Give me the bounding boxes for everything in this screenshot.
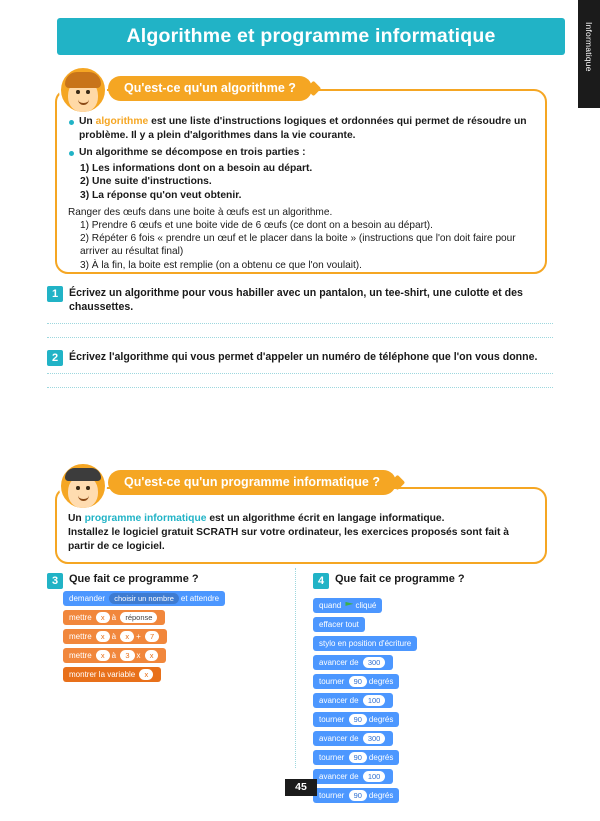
column-divider: [295, 568, 297, 768]
block-text: avancer de: [319, 696, 361, 705]
scratch4-block[interactable]: [313, 636, 417, 651]
block-field[interactable]: 7: [145, 631, 159, 642]
programme-question-banner: [108, 470, 396, 495]
exercise-3-number: 3: [47, 573, 63, 589]
block-field[interactable]: réponse: [120, 612, 157, 623]
block-text: à: [111, 651, 119, 660]
block-text: degrés: [368, 791, 394, 800]
page-number: 45: [285, 779, 317, 796]
programme-line-2: Installez le logiciel gratuit SCRATH sur votre ordinateur, les exercices proposés sont fait à partir de ce logiciel.: [68, 527, 509, 552]
keyword-algorithme: algorithme: [95, 116, 149, 127]
avatar-adult-icon: [59, 462, 107, 510]
answer-line[interactable]: [47, 386, 553, 388]
scratch3-block[interactable]: [63, 610, 165, 625]
block-text: tourner: [319, 791, 347, 800]
step-1: 1) Les informations dont on a besoin au départ.: [80, 162, 313, 174]
block-field[interactable]: 100: [363, 695, 386, 706]
green-flag-icon: [345, 602, 353, 610]
keyword-programme-informatique: programme informatique: [84, 513, 207, 524]
block-field[interactable]: x: [145, 650, 159, 661]
block-field[interactable]: x: [96, 631, 110, 642]
exercise-3-title: Que fait ce programme ?: [69, 573, 199, 585]
exercise-2-text: Écrivez l'algorithme qui vous permet d'appeler un numéro de téléphone que l'on vous donne.: [69, 351, 538, 363]
page-title: Algorithme et programme informatique: [126, 25, 496, 47]
block-field[interactable]: 90: [349, 676, 367, 687]
bullet-definition: Un algorithme est une liste d'instructions logiques et ordonnées qui permet de résoudre un problème. Il y a plein d'algorithmes dans la vie courante.: [68, 115, 534, 142]
block-text: à: [111, 632, 119, 641]
step-2: 2) Une suite d'instructions.: [80, 176, 212, 188]
scratch4-block[interactable]: [313, 712, 399, 727]
block-field[interactable]: 300: [363, 657, 386, 668]
block-text: stylo en position d'écriture: [319, 639, 412, 648]
block-field[interactable]: 300: [363, 733, 386, 744]
block-field[interactable]: x: [120, 631, 134, 642]
block-text: degrés: [368, 753, 394, 762]
scratch4-block[interactable]: [313, 655, 393, 670]
scratch4-block[interactable]: [313, 788, 399, 803]
side-tab-label: Informatique: [584, 22, 594, 72]
scratch3-block[interactable]: [63, 591, 225, 606]
block-text: cliqué: [355, 601, 377, 610]
programme-line-1: Un programme informatique est un algorithme écrit en langage informatique.: [68, 513, 445, 524]
block-text: montrer la variable: [69, 670, 138, 679]
block-text: mettre: [69, 632, 94, 641]
scratch3-block[interactable]: [63, 629, 167, 644]
block-text: avancer de: [319, 658, 361, 667]
exercise-4-number: 4: [313, 573, 329, 589]
answer-line[interactable]: [47, 372, 553, 374]
block-text: effacer tout: [319, 620, 359, 629]
block-text: avancer de: [319, 772, 361, 781]
block-field[interactable]: 90: [349, 752, 367, 763]
page-title-bar: [57, 18, 565, 55]
block-text: avancer de: [319, 734, 361, 743]
algorithme-question-label: Qu'est-ce qu'un algorithme ?: [124, 81, 296, 95]
answer-line[interactable]: [47, 336, 553, 338]
example-intro: Ranger des œufs dans une boite à œufs est un algorithme.: [68, 206, 333, 218]
exercise-1-text: Écrivez un algorithme pour vous habiller avec un pantalon, un tee-shirt, une culotte et des chaussettes.: [69, 287, 523, 313]
block-text: à: [111, 613, 119, 622]
block-text: demander: [69, 594, 108, 603]
block-text: tourner: [319, 677, 347, 686]
scratch4-block[interactable]: [313, 617, 365, 632]
scratch4-block[interactable]: [313, 769, 393, 784]
block-text: +: [136, 632, 143, 641]
bullet-parties: Un algorithme se décompose en trois parties :: [68, 146, 534, 160]
scratch3-block[interactable]: [63, 648, 166, 663]
block-text: x: [136, 651, 143, 660]
scratch4-block[interactable]: [313, 731, 393, 746]
block-text: degrés: [368, 715, 394, 724]
block-text: mettre: [69, 613, 94, 622]
side-tab-informatique: [578, 0, 600, 108]
block-field[interactable]: 90: [349, 714, 367, 725]
block-field[interactable]: x: [96, 612, 110, 623]
block-text: et attendre: [180, 594, 220, 603]
scratch4-block[interactable]: [313, 750, 399, 765]
block-field[interactable]: x: [139, 669, 153, 680]
programme-question-label: Qu'est-ce qu'un programme informatique ?: [124, 475, 380, 489]
block-field[interactable]: 100: [363, 771, 386, 782]
programme-content: [68, 512, 534, 554]
example-step-1: 1) Prendre 6 œufs et une boite vide de 6 œufs (ce dont on a besoin au départ).: [80, 219, 433, 231]
exercise-2-number: 2: [47, 350, 63, 366]
block-text: mettre: [69, 651, 94, 660]
algorithme-question-banner: [108, 76, 312, 101]
block-text: tourner: [319, 753, 347, 762]
answer-line[interactable]: [47, 322, 553, 324]
scratch4-block[interactable]: [313, 674, 399, 689]
algorithme-content: [68, 115, 534, 272]
block-field[interactable]: choisir un nombre: [109, 593, 179, 604]
exercise-4-title: Que fait ce programme ?: [335, 573, 465, 585]
block-text: quand: [319, 601, 344, 610]
block-field[interactable]: 3: [120, 650, 134, 661]
scratch4-block[interactable]: [313, 598, 382, 613]
block-field[interactable]: 90: [349, 790, 367, 801]
block-text: degrés: [368, 677, 394, 686]
block-text: tourner: [319, 715, 347, 724]
scratch4-block[interactable]: [313, 693, 393, 708]
example-step-3: 3) À la fin, la boite est remplie (on a obtenu ce que l'on voulait).: [80, 259, 362, 271]
block-field[interactable]: x: [96, 650, 110, 661]
example-step-2: 2) Répéter 6 fois « prendre un œuf et le placer dans la boite » (instructions que l'on doit faire pour arriver au résultat final): [80, 233, 516, 258]
exercise-1-number: 1: [47, 286, 63, 302]
scratch3-block[interactable]: [63, 667, 161, 682]
avatar-child-icon: [59, 66, 107, 114]
step-3: 3) La réponse qu'on veut obtenir.: [80, 189, 242, 201]
